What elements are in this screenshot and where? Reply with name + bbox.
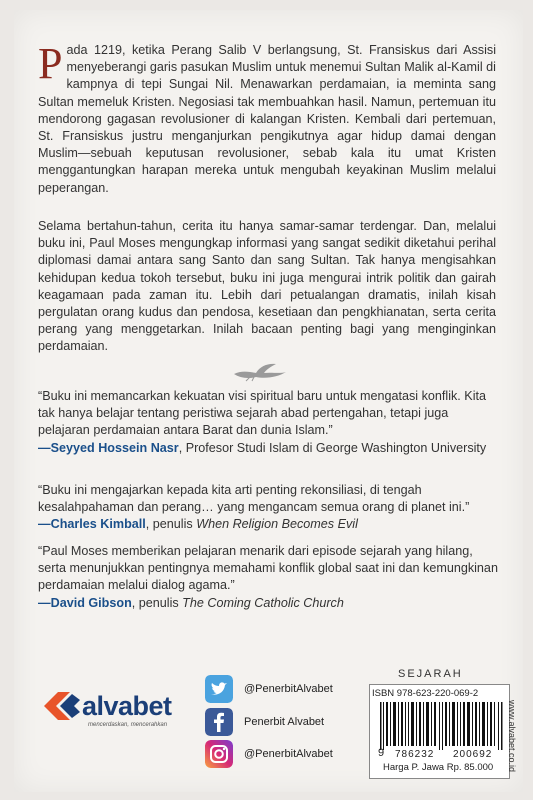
price-label: Harga P. Jawa Rp. 85.000 (383, 762, 494, 773)
quote-author: —Seyyed Hossein Nasr (38, 440, 179, 455)
isbn-text: ISBN 978-623-220-069-2 (372, 688, 479, 699)
publisher-tagline: mencerdaskan, mencerahkan (88, 722, 168, 728)
quote-role: , penulis (131, 595, 183, 610)
quote-text: “Paul Moses memberikan pelajaran menarik dari episode sejarah yang hilang, serta menunjukkan pentingnya memahami konflik global saat ini dan kemungkinan perdamaian melalui dialog agama.” (38, 544, 498, 593)
facebook-name: Penerbit Alvabet (244, 716, 325, 728)
quote-text: “Buku ini memancarkan kekuatan visi spiritual baru untuk mengatasi konflik. Kita tak hanya belajar tentang peristiwa sejarah abad pertengahan, tetapi juga pelajaran perdamaian antara Barat dan dunia Islam.” (38, 389, 486, 438)
website-url: www.alvabet.co.id (507, 700, 517, 773)
twitter-handle: @PenerbitAlvabet (244, 683, 333, 695)
endorsement-quote (38, 388, 500, 457)
barcode-lead-digit: 9 (378, 747, 385, 759)
genre-label: SEJARAH (398, 668, 463, 680)
intro-text: ada 1219, ketika Perang Salib V berlangsung, St. Fransiskus dari Assisi menyeberangi garis pasukan Muslim untuk menemui Sultan Malik al-Kamil di kampnya di tepi Sungai Nil. Menawarkan perdamaian, ia meminta sang Sultan memeluk Kristen. Negosiasi tak membuahkan hasil. Namun, pertemuan itu mendorong gagasan revolusioner di kalangan Kristen. Kembali dari pertemuan, St. Fransiskus justru menganjurkan pengikutnya agar hidup damai dengan Muslim—sebuah keputusan revolusioner, sebab kala itu umat Kristen menggantungkan harapan mereka untuk mengubah keyakinan Muslim melalui peperangan. (38, 43, 496, 195)
quote-role: , Profesor Studi Islam di George Washington University (178, 440, 487, 455)
barcode-icon (380, 702, 505, 750)
quote-text: “Buku ini mengajarkan kepada kita arti penting rekonsiliasi, di tengah kesalahpahaman dan perang… yang mengancam semua orang di planet ini.” (38, 483, 470, 515)
endorsement-quote (38, 482, 500, 534)
dove-ornament-icon (232, 360, 288, 382)
quote-role: , penulis (145, 517, 197, 532)
instagram-icon (205, 740, 233, 768)
drop-cap: P (38, 39, 63, 88)
twitter-icon (205, 675, 233, 703)
quote-book-title: When Religion Becomes Evil (196, 517, 358, 532)
endorsement-quote (38, 543, 500, 612)
quote-author: —Charles Kimball (38, 517, 146, 532)
intro-paragraph (38, 39, 496, 197)
barcode-left-digits: 786232 (395, 749, 435, 760)
facebook-icon (205, 708, 233, 736)
quote-book-title: The Coming Catholic Church (182, 595, 344, 610)
publisher-name: alvabet (82, 691, 172, 721)
description-paragraph: Selama bertahun-tahun, cerita itu hanya samar-samar terdengar. Dan, melalui buku ini, Paul Moses mengungkap informasi yang sangat sedikit diketahui perihal diplomasi damai antara sang Santo dan sang Sultan. Tak hanya mengisahkan kehidupan kedua tokoh tersebut, buku ini juga mengurai intrik politik dan gairah keagamaan pada zaman itu. Lebih dari petualangan dramatis, inilah kisah pergulatan orang kudus dan pendosa, kesetiaan dan pengkhianatan, serta cerita perang yang menggetarkan. Inilah bacaan penting bagi yang menginginkan perdamaian. (38, 219, 496, 354)
barcode-right-digits: 200692 (453, 749, 493, 760)
quote-author: —David Gibson (38, 595, 132, 610)
instagram-handle: @PenerbitAlvabet (244, 748, 333, 760)
